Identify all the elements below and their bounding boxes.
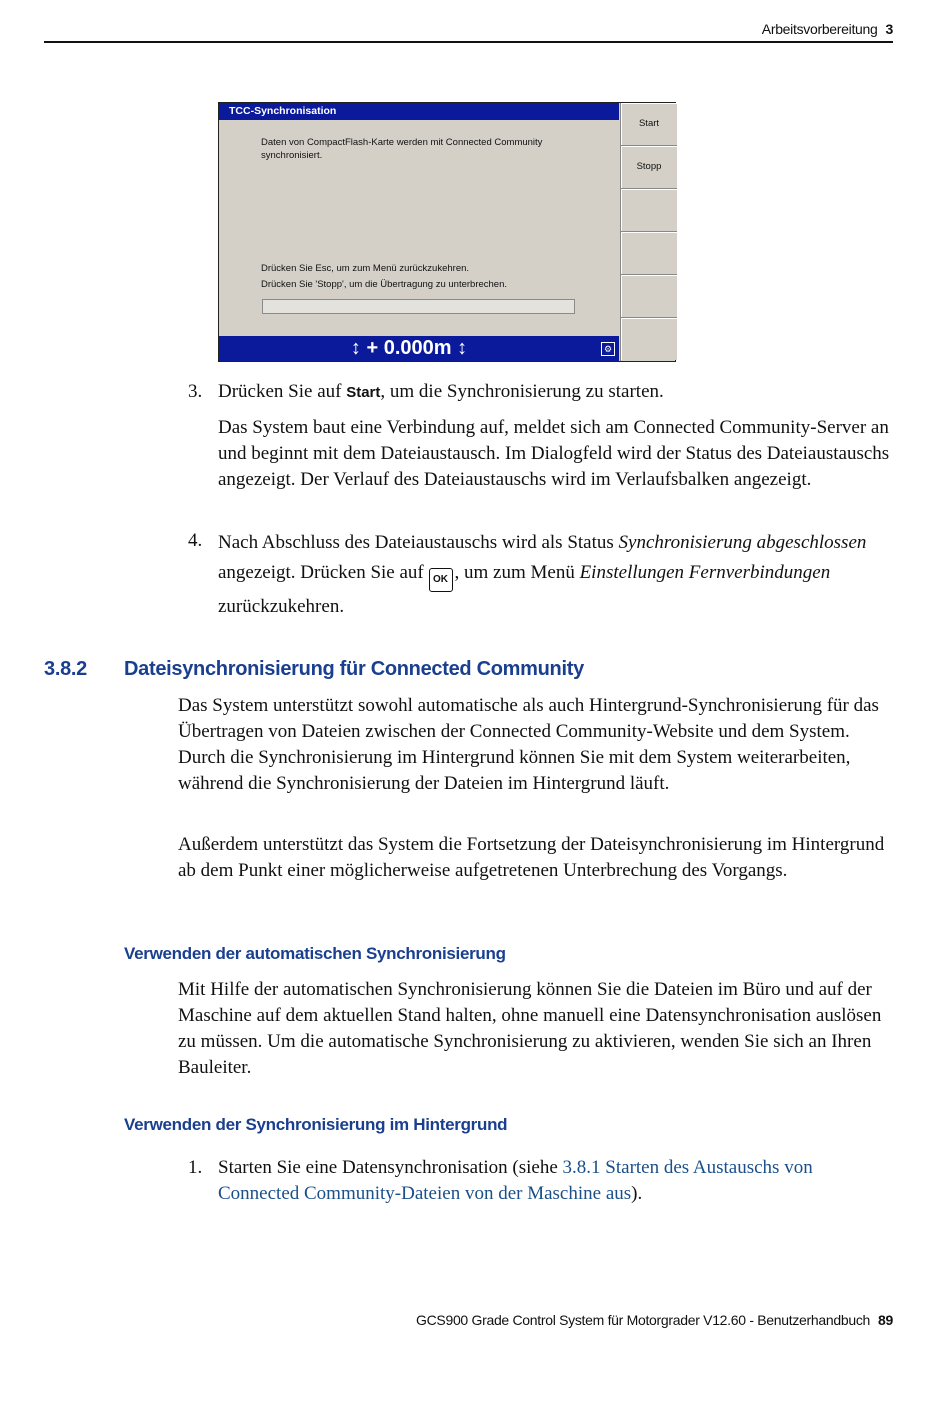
- step-4-c: , um zum Menü: [454, 562, 580, 583]
- status-bar: [219, 336, 619, 361]
- step-3-number: 3.: [188, 381, 203, 402]
- sub-heading-background-sync: Verwenden der Synchronisierung im Hintergrund: [124, 1115, 508, 1134]
- step-4-number: 4.: [188, 530, 203, 551]
- device-screenshot: [218, 102, 676, 362]
- header-title: Arbeitsvorbereitung: [761, 21, 878, 37]
- softkey-5[interactable]: [621, 275, 677, 318]
- step-4-d: zurückzukehren.: [218, 596, 345, 617]
- step-3-pre: Drücken Sie auf: [218, 381, 347, 402]
- header-title-line: [762, 21, 893, 37]
- bg-step-1-post: ).: [631, 1183, 643, 1204]
- sub-heading-auto-sync: Verwenden der automatischen Synchronisierung: [124, 944, 506, 963]
- page-number: 89: [878, 1312, 893, 1328]
- step-3-text: [218, 379, 898, 406]
- elevation-readout: ↕ + 0.000m ↕: [350, 337, 468, 359]
- dialog-hint-esc: Drücken Sie Esc, um zum Menü zurückzukehren.: [261, 263, 470, 274]
- softkey-3[interactable]: [621, 189, 677, 232]
- bg-step-1-number: 1.: [188, 1157, 203, 1178]
- step-4-a: Nach Abschluss des Dateiaustauschs wird als Status: [218, 532, 619, 553]
- bg-step-1-text: [218, 1155, 890, 1207]
- section-title: Dateisynchronisierung für Connected Community: [124, 658, 584, 680]
- cross-reference-link[interactable]: 3.8.1 Starten des Austauschs von Connected Community-Dateien von der Maschine aus: [218, 1157, 813, 1204]
- softkey-4[interactable]: [621, 232, 677, 275]
- section-para-1: Das System unterstützt sowohl automatische als auch Hintergrund-Synchronisierung für das Übertragen von Dateien zwischen der Connected Community-Website und dem System. Durch die Synchronisierung im Hintergrund können Sie mit dem System weiterarbeiten, während die Synchronisierung der Dateien im Hintergrund läuft.: [178, 695, 879, 794]
- softkey-panel: [620, 103, 677, 361]
- step-4-b: angezeigt. Drücken Sie auf: [218, 562, 429, 583]
- header-rule: [44, 41, 893, 43]
- step-3-post: , um die Synchronisierung zu starten.: [380, 381, 664, 402]
- step-4-status: Synchronisierung abgeschlossen: [618, 532, 867, 553]
- section-heading: [44, 658, 584, 681]
- dialog-hint-stop: Drücken Sie 'Stopp', um die Übertragung zu unterbrechen.: [261, 279, 508, 290]
- progress-bar: [262, 299, 575, 314]
- section-number: 3.8.2: [44, 658, 87, 680]
- start-key-label: Start: [346, 384, 381, 401]
- step-4-text: [218, 528, 886, 622]
- dialog-title: TCC-Synchronisation: [219, 103, 619, 120]
- bg-step-1-pre: Starten Sie eine Datensynchronisation (siehe: [218, 1157, 563, 1178]
- stop-softkey[interactable]: Stopp: [621, 146, 677, 189]
- header-chapter-number: 3: [885, 21, 893, 37]
- page-footer: [416, 1312, 893, 1328]
- softkey-6[interactable]: [621, 318, 677, 360]
- section-para-2: Außerdem unterstützt das System die Fortsetzung der Dateisynchronisierung im Hintergrund ab dem Punkt einer möglicherweise aufgetretenen Unterbrechung des Vorgangs.: [178, 834, 885, 881]
- dialog-message: Daten von CompactFlash-Karte werden mit Connected Community synchronisiert.: [261, 137, 543, 161]
- settings-icon[interactable]: ⚙: [601, 342, 615, 356]
- step-4-menu: Einstellungen Fernverbindungen: [579, 562, 831, 583]
- auto-sync-para: Mit Hilfe der automatischen Synchronisierung können Sie die Dateien im Büro und auf der Maschine auf dem aktuellen Stand halten, ohne manuell eine Datensynchronisation auslösen zu müssen. Um die automatische Synchronisierung zu aktivieren, wenden Sie sich an Ihren Bauleiter.: [178, 979, 882, 1078]
- start-softkey[interactable]: Start: [621, 103, 677, 146]
- ok-icon: OK: [429, 568, 453, 592]
- footer-title: GCS900 Grade Control System für Motorgrader V12.60 - Benutzerhandbuch: [416, 1312, 871, 1328]
- step-3-detail: Das System baut eine Verbindung auf, meldet sich am Connected Community-Server an und beginnt mit dem Dateiaustausch. Im Dialogfeld wird der Status des Dateiaustauschs angezeigt. Der Verlauf des Dateiaustauschs wird im Verlaufsbalken angezeigt.: [218, 417, 890, 490]
